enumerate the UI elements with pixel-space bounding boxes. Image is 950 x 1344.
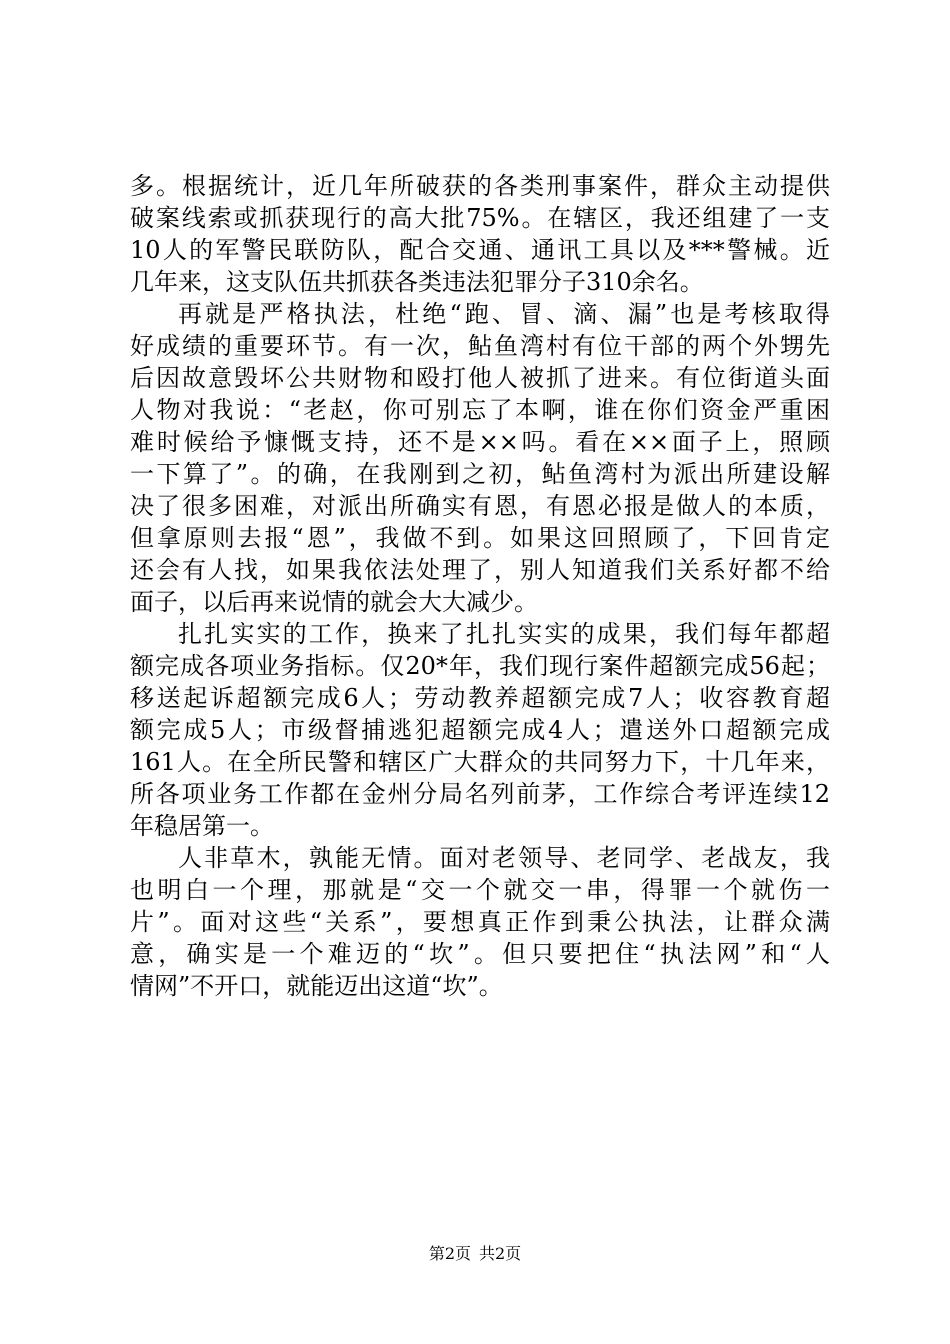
paragraph bbox=[130, 618, 830, 842]
text-line: 一下算了”。的确，在我刚到之初，鲇鱼湾村为派出所建设解 bbox=[130, 460, 830, 488]
paragraph bbox=[130, 298, 830, 618]
text-line: 额完成各项业务指标。仅20*年，我们现行案件超额完成56起； bbox=[130, 652, 830, 680]
text-line: 也明白一个理，那就是“交一个就交一串，得罪一个就伤一 bbox=[130, 876, 830, 904]
paragraph bbox=[130, 170, 830, 298]
text-line: 年稳居第一。 bbox=[130, 812, 274, 840]
text-line: 还会有人找，如果我依法处理了，别人知道我们关系好都不给 bbox=[130, 556, 830, 584]
text-line: 扎扎实实的工作，换来了扎扎实实的成果，我们每年都超 bbox=[178, 620, 830, 648]
text-line: 决了很多困难，对派出所确实有恩，有恩必报是做人的本质， bbox=[130, 492, 830, 520]
text-line: 所各项业务工作都在金州分局名列前茅，工作综合考评连续12 bbox=[130, 780, 830, 808]
page-total: 共2页 bbox=[479, 1244, 522, 1263]
text-line: 难时候给予慷慨支持，还不是××吗。看在××面子上，照顾 bbox=[130, 428, 830, 456]
text-line: 人物对我说：“老赵，你可别忘了本啊，谁在你们资金严重困 bbox=[130, 396, 830, 424]
paragraph bbox=[130, 842, 830, 1002]
text-line: 情网”不开口，就能迈出这道“坎”。 bbox=[130, 972, 503, 1000]
text-line: 移送起诉超额完成6人；劳动教养超额完成7人；收容教育超 bbox=[130, 684, 830, 712]
text-line: 再就是严格执法，杜绝“跑、冒、滴、漏”也是考核取得 bbox=[178, 300, 830, 328]
text-line: 10人的军警民联防队，配合交通、通讯工具以及***警械。近 bbox=[130, 236, 830, 264]
page-footer bbox=[0, 1244, 950, 1264]
text-line: 几年来，这支队伍共抓获各类违法犯罪分子310余名。 bbox=[130, 268, 704, 296]
text-line: 好成绩的重要环节。有一次，鲇鱼湾村有位干部的两个外甥先 bbox=[130, 332, 830, 360]
text-line: 人非草木，孰能无情。面对老领导、老同学、老战友，我 bbox=[178, 844, 830, 872]
page-body bbox=[130, 170, 830, 1002]
text-line: 面子，以后再来说情的就会大大减少。 bbox=[130, 588, 538, 616]
text-line: 后因故意毁坏公共财物和殴打他人被抓了进来。有位街道头面 bbox=[130, 364, 830, 392]
text-line: 额完成5人；市级督捕逃犯超额完成4人；遣送外口超额完成 bbox=[130, 716, 830, 744]
text-line: 意，确实是一个难迈的“坎”。但只要把住“执法网”和“人 bbox=[130, 940, 830, 968]
text-line: 片”。面对这些“关系”，要想真正作到秉公执法，让群众满 bbox=[130, 908, 830, 936]
text-line: 破案线索或抓获现行的高大批75%。在辖区，我还组建了一支 bbox=[130, 204, 830, 232]
text-line: 多。根据统计，近几年所破获的各类刑事案件，群众主动提供 bbox=[130, 172, 830, 200]
text-line: 但拿原则去报“恩”，我做不到。如果这回照顾了，下回肯定 bbox=[130, 524, 830, 552]
page-number: 第2页 bbox=[428, 1244, 471, 1263]
text-line: 161人。在全所民警和辖区广大群众的共同努力下，十几年来， bbox=[130, 748, 830, 776]
